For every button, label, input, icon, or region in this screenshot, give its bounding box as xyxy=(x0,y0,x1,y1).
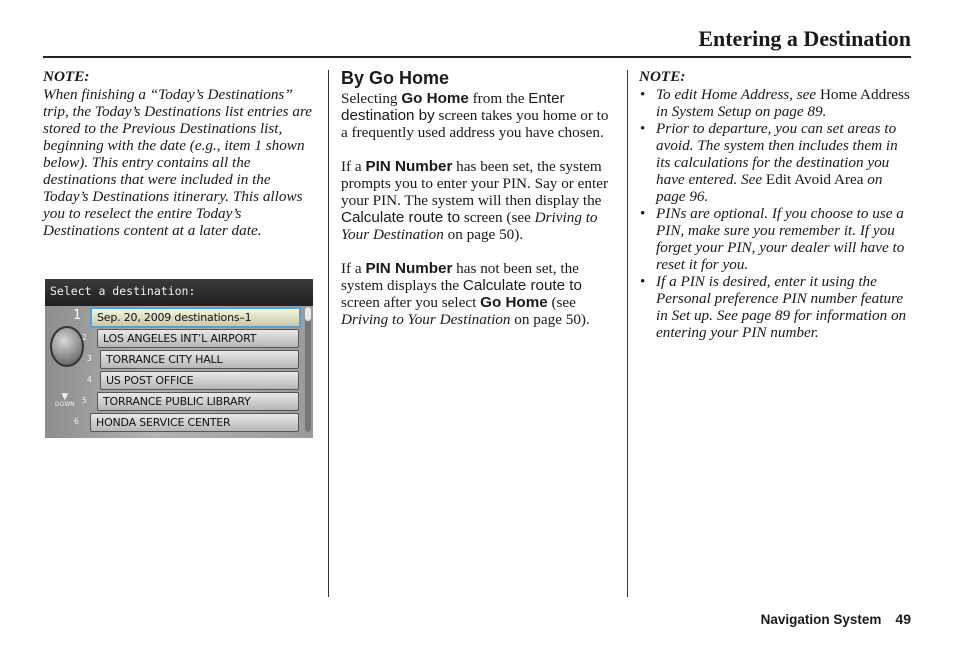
row-text: HONDA SERVICE CENTER xyxy=(96,416,231,429)
destination-row[interactable] xyxy=(45,392,313,412)
screen-scrollbar[interactable] xyxy=(305,307,311,432)
row-number: 1 xyxy=(73,308,81,323)
footer-section: Navigation System xyxy=(760,612,882,627)
note-heading: NOTE: xyxy=(639,68,686,85)
header-rule xyxy=(43,56,911,58)
note-heading: NOTE: xyxy=(43,68,90,85)
row-number: 5 xyxy=(82,396,87,405)
destination-row[interactable] xyxy=(45,329,313,349)
screen-title: Select a destination: xyxy=(50,284,196,298)
nav-screen-image xyxy=(45,279,313,438)
left-note-column xyxy=(43,68,318,239)
page-title: Entering a Destination xyxy=(698,26,911,51)
row-number: 4 xyxy=(87,375,92,384)
row-text: TORRANCE CITY HALL xyxy=(106,353,223,366)
section-heading: By Go Home xyxy=(341,68,450,88)
destination-row[interactable] xyxy=(45,371,313,391)
note-text: When finishing a “Today’s Destinations” trip, the Today’s Destinations list entries are stored to the Previous Destinations list, beginning with the date (e.g., item 1 shown below). This entry contains all the destinations that were included in the Today’s Destinations itinerary. This allows you to reselect the entire Today’s Destinations content at a later date. xyxy=(43,86,313,239)
row-number: 6 xyxy=(74,417,79,426)
note-item: • Prior to departure, you can set areas to avoid. The system then includes them in its calculations for the destination you have entered. See Edit Avoid Area on page 96. xyxy=(639,120,913,205)
destination-row[interactable] xyxy=(45,350,313,370)
note-item: • If a PIN is desired, enter it using the Personal preference PIN number feature in Set up. See page 89 for information on entering your PIN number. xyxy=(639,273,913,341)
page-number: 49 xyxy=(895,611,911,627)
row-text: US POST OFFICE xyxy=(106,374,194,387)
right-note-column xyxy=(639,68,913,341)
page-footer xyxy=(761,611,911,627)
screen-scroll-thumb[interactable] xyxy=(305,307,311,321)
row-text: LOS ANGELES INT’L AIRPORT xyxy=(103,332,257,345)
note-item: • PINs are optional. If you choose to use a PIN, make sure you remember it. If you forget your PIN, your dealer will have to reset it for you. xyxy=(639,205,913,273)
row-text: TORRANCE PUBLIC LIBRARY xyxy=(103,395,251,408)
row-number: 3 xyxy=(87,354,92,363)
paragraph-2: If a PIN Number has been set, the system prompts you to enter your PIN. Say or enter your PIN. The system will then display the Calculate route to screen (see Driving to Your Destination on page 50). xyxy=(341,158,608,243)
column-divider-1 xyxy=(328,70,329,597)
row-number: 2 xyxy=(82,333,87,342)
screen-title-bar xyxy=(45,279,313,306)
paragraph-1: Selecting Go Home from the Enter destination by screen takes you home or to a frequently used address you have chosen. xyxy=(341,90,609,141)
destination-row[interactable] xyxy=(45,307,313,327)
column-divider-2 xyxy=(627,70,628,597)
down-arrow-icon: ▼ xyxy=(61,392,69,402)
note-list xyxy=(639,86,913,341)
note-item: • To edit Home Address, see Home Address in System Setup on page 89. xyxy=(639,86,913,120)
row-text: Sep. 20, 2009 destinations–1 xyxy=(97,311,252,324)
down-label: DOWN xyxy=(55,401,75,408)
main-column xyxy=(341,68,613,345)
destination-row[interactable] xyxy=(45,413,313,433)
paragraph-3: If a PIN Number has not been set, the system displays the Calculate route to screen after you select Go Home (see Driving to Your Destination on page 50). xyxy=(341,260,590,328)
